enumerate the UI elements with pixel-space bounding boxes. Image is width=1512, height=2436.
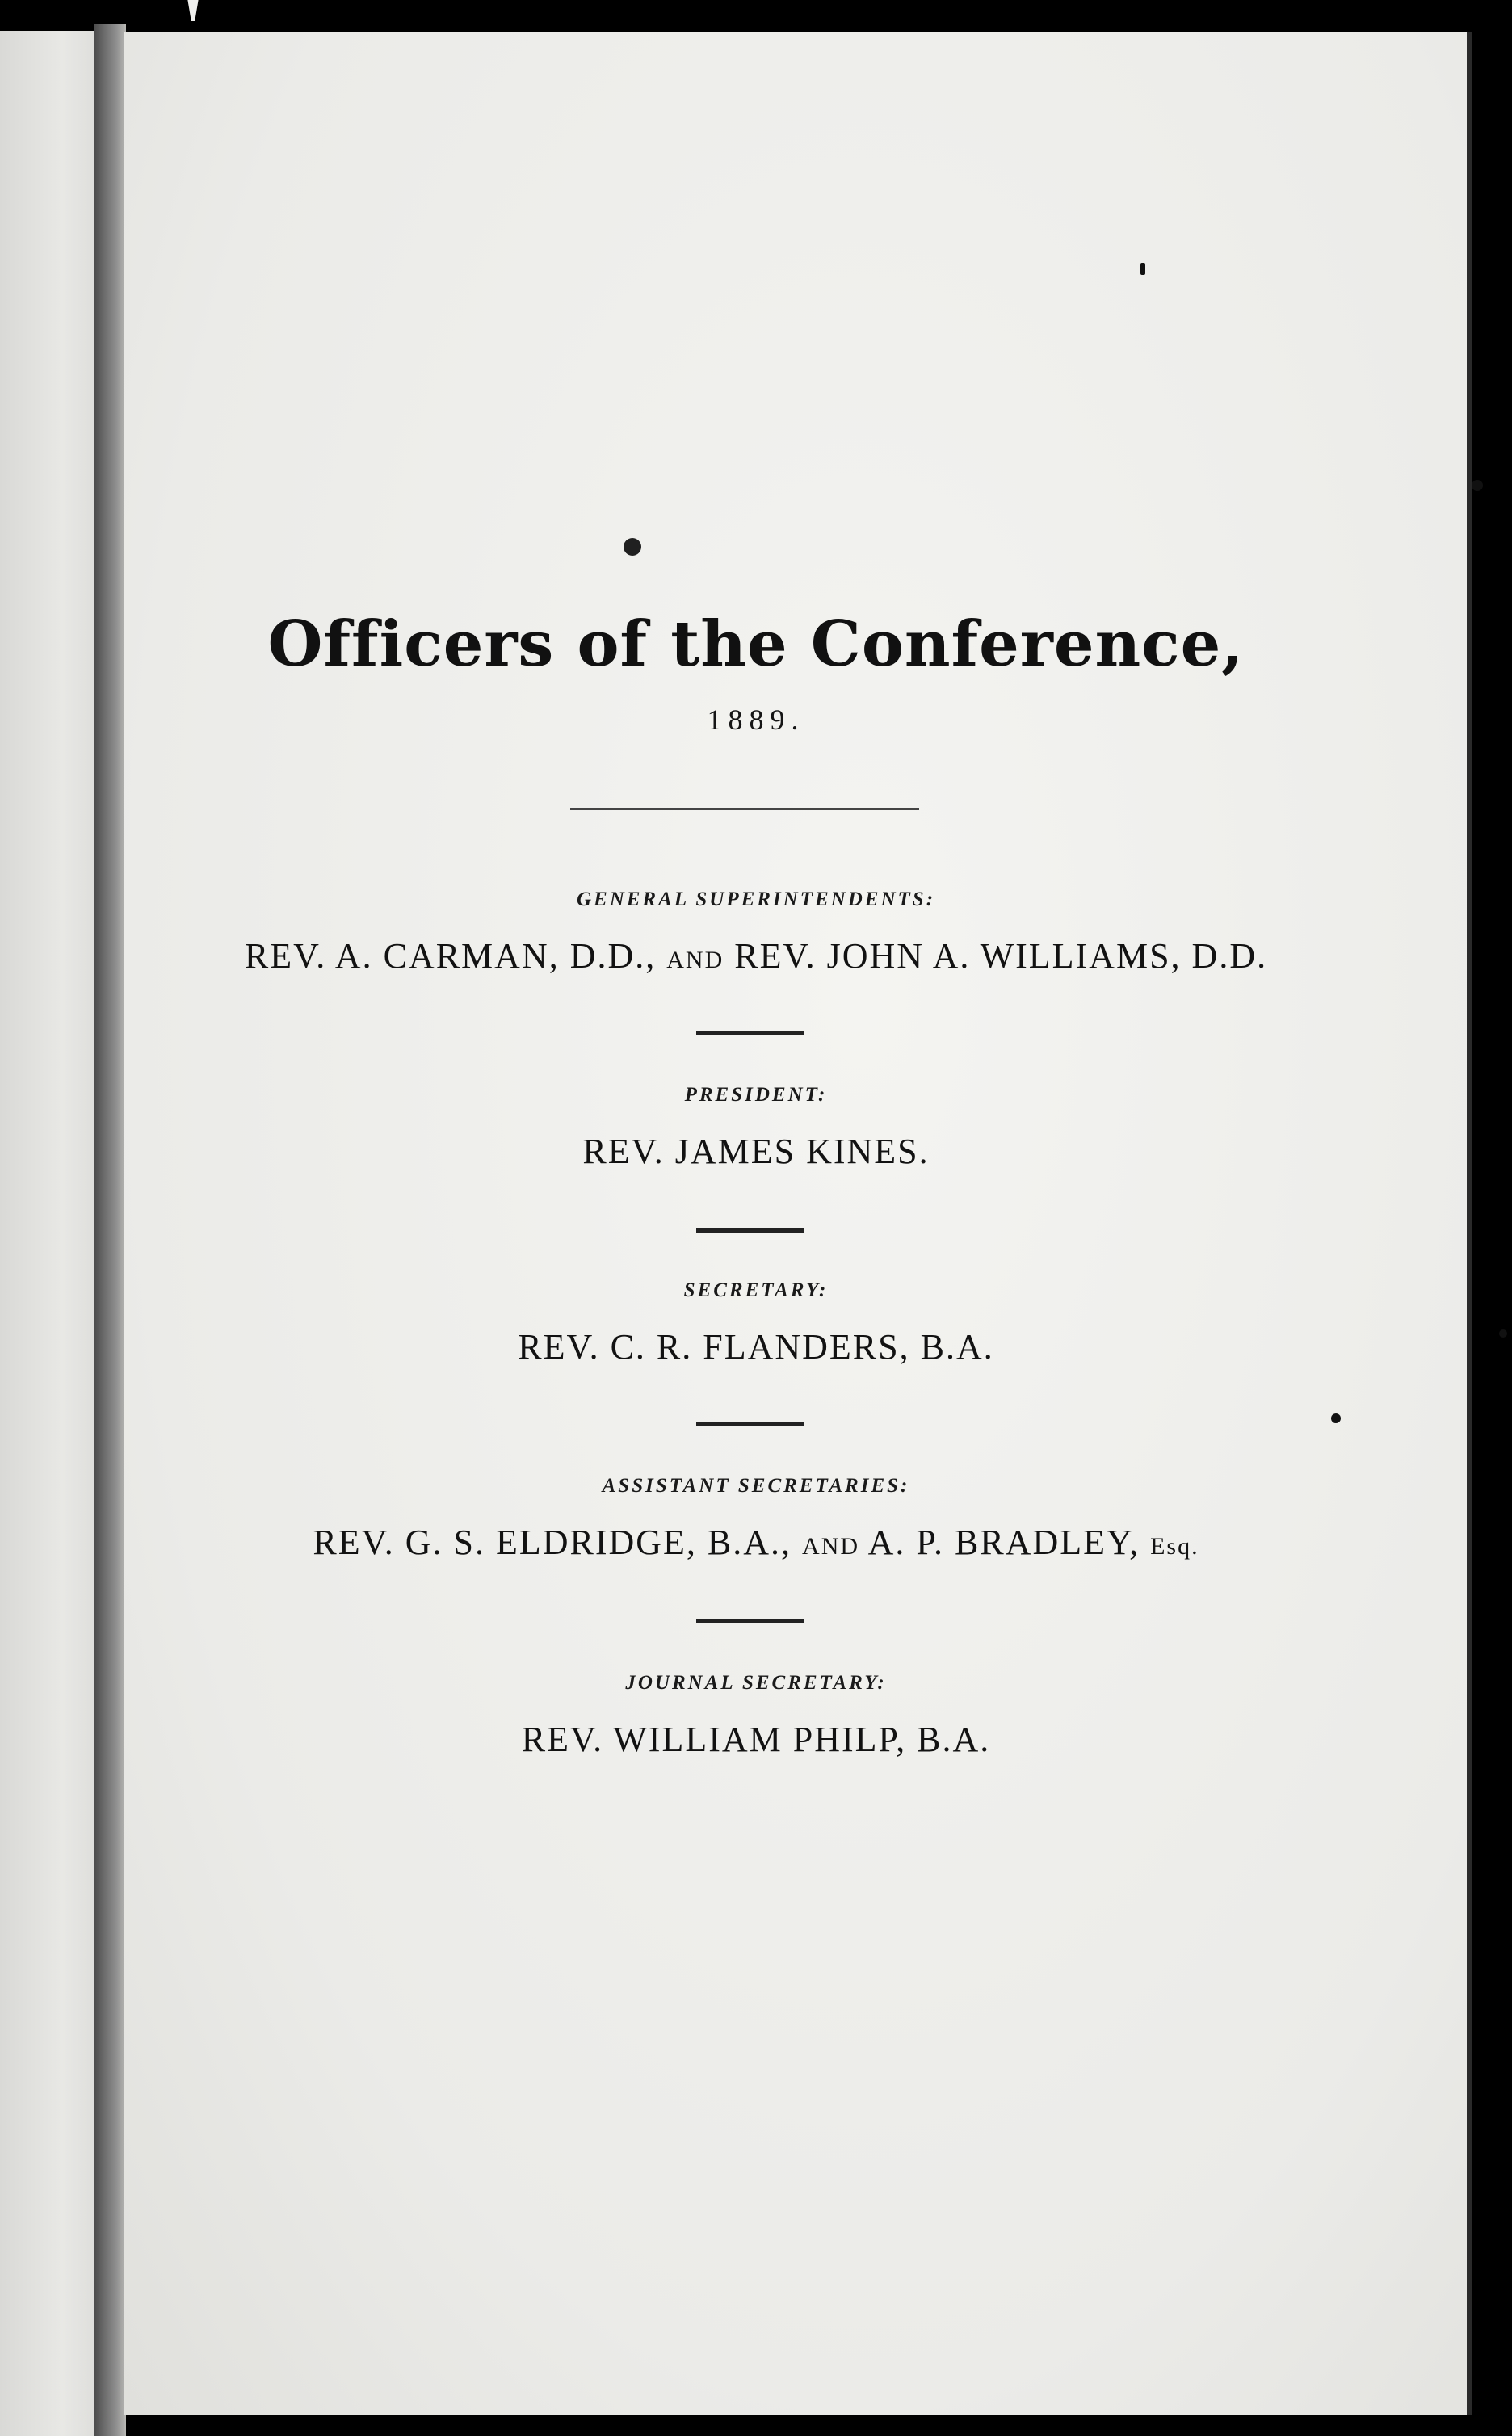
officer-name: A. P. BRADLEY, bbox=[867, 1522, 1140, 1562]
divider-rule bbox=[696, 1422, 804, 1426]
assistant-secretaries-label: ASSISTANT SECRETARIES: bbox=[602, 1475, 910, 1497]
scan-speck bbox=[1472, 480, 1483, 491]
general-superintendents-names bbox=[0, 935, 1512, 976]
journal-secretary-label: JOURNAL SECRETARY: bbox=[625, 1672, 887, 1694]
page-title: Officers of the Conference, bbox=[267, 607, 1245, 681]
divider-rule bbox=[696, 1228, 804, 1233]
general-superintendents-label: GENERAL SUPERINTENDENTS: bbox=[576, 888, 936, 910]
conjunction: AND bbox=[802, 1533, 860, 1560]
name-suffix: Esq. bbox=[1150, 1533, 1199, 1560]
ornament-dot bbox=[624, 538, 641, 556]
officer-name: REV. A. CARMAN, D.D., bbox=[244, 936, 657, 976]
secretary-label: SECRETARY: bbox=[683, 1279, 829, 1301]
divider-rule bbox=[696, 1031, 804, 1035]
scan-speck bbox=[1499, 1329, 1507, 1338]
page-year: 1889. bbox=[707, 704, 805, 736]
divider-rule bbox=[570, 808, 919, 810]
binding-gutter bbox=[94, 24, 126, 2436]
president-label: PRESIDENT: bbox=[684, 1084, 828, 1106]
secretary-name: REV. C. R. FLANDERS, B.A. bbox=[518, 1327, 994, 1367]
scan-artifact bbox=[184, 0, 202, 21]
journal-secretary-name: REV. WILLIAM PHILP, B.A. bbox=[521, 1720, 991, 1759]
officer-name: REV. JOHN A. WILLIAMS, D.D. bbox=[734, 936, 1268, 976]
scan-speck bbox=[1331, 1413, 1341, 1423]
conjunction: AND bbox=[666, 947, 724, 973]
divider-rule bbox=[696, 1619, 804, 1623]
officer-name: REV. G. S. ELDRIDGE, B.A., bbox=[313, 1522, 792, 1562]
page-sheet bbox=[124, 32, 1472, 2415]
scan-speck bbox=[1140, 263, 1145, 275]
assistant-secretaries-names bbox=[0, 1522, 1512, 1563]
facing-page-edge bbox=[0, 31, 103, 2436]
president-name: REV. JAMES KINES. bbox=[582, 1132, 930, 1171]
